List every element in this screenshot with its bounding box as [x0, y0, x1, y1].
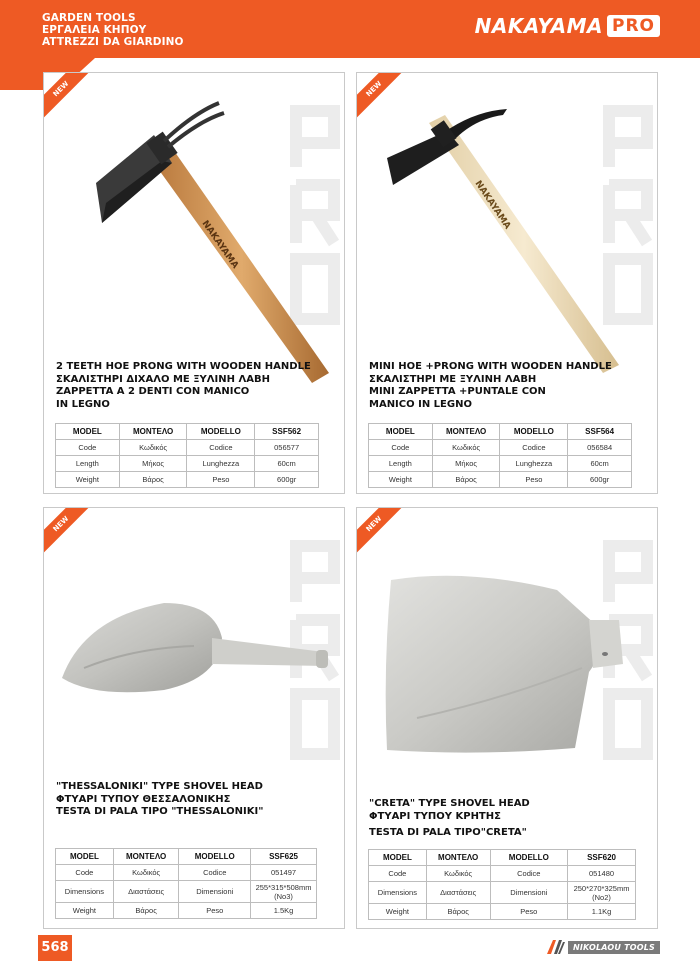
spec-table: [368, 849, 636, 920]
category-gr: ΕΡΓΑΛΕΙΑ ΚΗΠΟΥ: [42, 24, 147, 36]
product-card-ssf562[interactable]: [43, 72, 345, 494]
spec-row: Code Κωδικός Codice 051497: [56, 865, 317, 881]
spec-row: Code Κωδικός Codice 051480: [369, 866, 636, 882]
spec-table: [55, 423, 319, 488]
spec-row: Weight Βάρος Peso 600gr: [56, 472, 319, 488]
category-it: ATTREZZI DA GIARDINO: [42, 36, 184, 48]
footer-logo-text: NIKOLAOU TOOLS: [568, 941, 660, 954]
spec-row: Weight Βάρος Peso 600gr: [369, 472, 632, 488]
spec-row: Length Μήκος Lunghezza 60cm: [369, 456, 632, 472]
hoe-prong-image: [44, 73, 345, 383]
product-title: MINI HOE +PRONG WITH WOODEN HANDLE ΣΚΑΛΙΣΤΗΡΙ ΜΕ ΞΥΛΙΝΗ ΛΑΒΗ MINI ZAPPETTA +PUNTALE CON MANICO IN LEGNO: [369, 361, 612, 410]
brand-logo: [475, 14, 660, 38]
new-ribbon: NEW: [43, 72, 94, 122]
category-en: GARDEN TOOLS: [42, 12, 136, 24]
mini-hoe-image: [357, 73, 658, 383]
product-card-ssf564[interactable]: [356, 72, 658, 494]
spec-header-row: MODEL ΜΟΝΤΕΛΟ MODELLO SSF620: [369, 850, 636, 866]
thessaloniki-shovel-image: [44, 508, 345, 768]
product-card-ssf625[interactable]: [43, 507, 345, 929]
new-ribbon: NEW: [356, 507, 407, 557]
spec-header-row: MODEL ΜΟΝΤΕΛΟ MODELLO SSF564: [369, 424, 632, 440]
brand-suffix: PRO: [607, 15, 660, 37]
product-card-ssf620[interactable]: [356, 507, 658, 929]
spec-row: Dimensions Διαστάσεις Dimensioni 250*270*325mm (No2): [369, 882, 636, 904]
product-title: 2 TEETH HOE PRONG WITH WOODEN HANDLE ΣΚΑΛΙΣΤΗΡΙ ΔΙΧΑΛΟ ΜΕ ΞΥΛΙΝΗ ΛΑΒΗ ZAPPETTA A 2 DENTI CON MANICO IN LEGNO: [56, 361, 311, 410]
handle-brand-text: NAKAYAMA: [199, 218, 240, 271]
spec-row: Dimensions Διαστάσεις Dimensioni 255*315*508mm (No3): [56, 881, 317, 903]
product-title: "CRETA" TYPE SHOVEL HEAD ΦΤΥΑΡΙ ΤΥΠΟΥ ΚΡΗΤΗΣ TESTA DI PALA TIPO"CRETA": [369, 798, 530, 838]
creta-shovel-image: [357, 508, 658, 768]
new-ribbon: NEW: [43, 507, 94, 557]
product-title: "THESSALONIKI" TYPE SHOVEL HEAD ΦΤΥΑΡΙ ΤΥΠΟΥ ΘΕΣΣΑΛΟΝΙΚΗΣ TESTA DI PALA TIPO "THESSALONIKI": [56, 781, 264, 817]
footer-logo: [547, 940, 660, 954]
category-label: [42, 12, 184, 48]
page-number: 568: [38, 935, 72, 961]
spec-table: [55, 848, 317, 919]
spec-header-row: MODEL ΜΟΝΤΕΛΟ MODELLO SSF625: [56, 849, 317, 865]
handle-brand-text: NAKAYAMA: [472, 179, 513, 232]
spec-header-row: MODEL ΜΟΝΤΕΛΟ MODELLO SSF562: [56, 424, 319, 440]
spec-row: Length Μήκος Lunghezza 60cm: [56, 456, 319, 472]
spec-row: Weight Βάρος Peso 1.5Kg: [56, 903, 317, 919]
new-ribbon: NEW: [356, 72, 407, 122]
brand-name: NAKAYAMA: [474, 14, 603, 38]
spec-table: [368, 423, 632, 488]
spec-row: Code Κωδικός Codice 056584: [369, 440, 632, 456]
spec-row: Code Κωδικός Codice 056577: [56, 440, 319, 456]
spec-row: Weight Βάρος Peso 1.1Kg: [369, 904, 636, 920]
nikolaou-mark-icon: [547, 940, 565, 954]
